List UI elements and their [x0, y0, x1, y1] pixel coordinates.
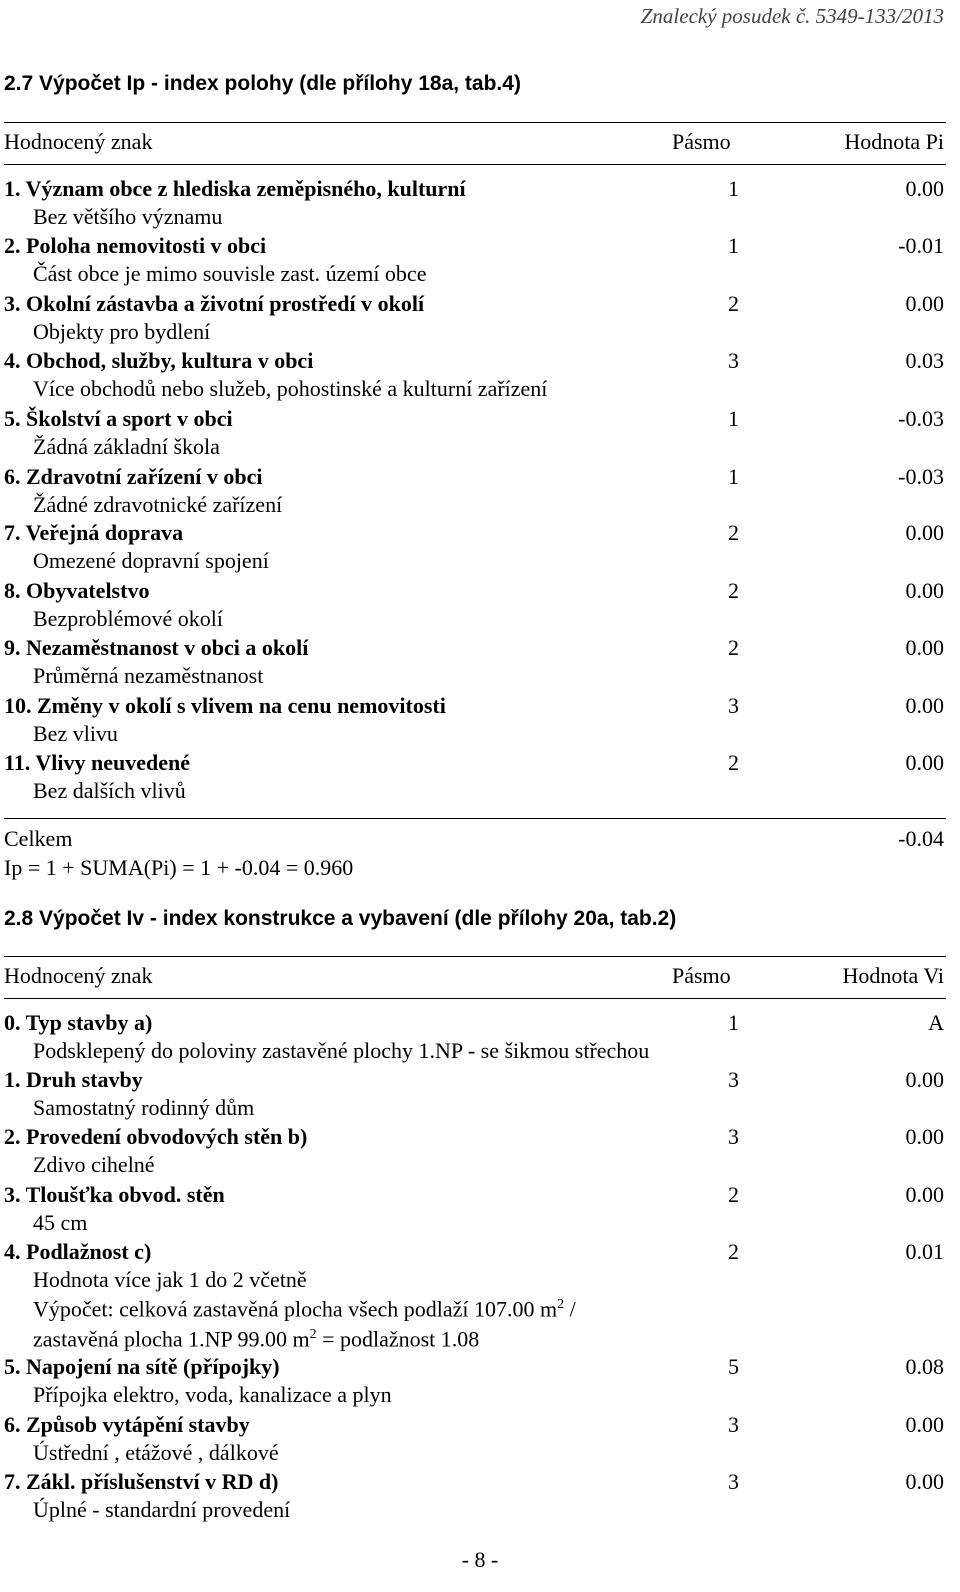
criterion-number: 6. [4, 464, 21, 489]
criterion-heading [4, 350, 313, 372]
section-title-iv: 2.8 Výpočet Iv - index konstrukce a vybavení (dle přílohy 20a, tab.2) [4, 907, 677, 930]
page-number: - 8 - [461, 1547, 499, 1572]
criterion-value: 0.00 [905, 1124, 944, 1149]
criterion-description: Bez většího významu [33, 204, 223, 229]
criterion-pasmo: 3 [728, 693, 739, 718]
divider [4, 998, 946, 999]
criterion-description: Hodnota více jak 1 do 2 včetně [33, 1267, 307, 1292]
criterion-description: Bez vlivu [33, 721, 118, 746]
criterion-value: 0.00 [905, 578, 944, 603]
criterion-label: Zákl. příslušenství v RD d) [26, 1469, 279, 1494]
criterion-pasmo: 2 [728, 1239, 739, 1264]
criterion-heading [4, 235, 266, 257]
criterion-heading [4, 408, 233, 430]
criterion-number: 7. [4, 520, 21, 545]
criterion-value: 0.00 [905, 1182, 944, 1207]
criterion-description: 45 cm [33, 1210, 88, 1235]
criterion-pasmo: 2 [728, 520, 739, 545]
criterion-value: 0.00 [905, 291, 944, 316]
criterion-description: Bezproblémové okolí [33, 606, 224, 631]
criterion-label: Okolní zástavba a životní prostředí v okolí [26, 291, 425, 316]
divider [4, 956, 946, 957]
criterion-value: 0.08 [905, 1354, 944, 1379]
criterion-number: 5. [4, 1354, 21, 1379]
column-header-znak: Hodnocený znak [4, 963, 153, 988]
calculation-line: zastavěná plocha 1.NP 99.00 $m^2$ = podlažnost 1.08 [33, 1326, 480, 1352]
criterion-number: 2. [4, 233, 21, 258]
criterion-heading [4, 1012, 152, 1034]
column-header-hodnota: Hodnota Vi [842, 963, 944, 988]
criterion-heading [4, 1356, 280, 1378]
divider [4, 164, 946, 165]
criterion-description: Více obchodů nebo služeb, pohostinské a kulturní zařízení [33, 376, 548, 401]
total-value: -0.04 [898, 826, 944, 851]
criterion-description: Samostatný rodinný dům [33, 1095, 255, 1120]
criterion-number: 9. [4, 635, 21, 660]
calculation-line: Výpočet: celková zastavěná plocha všech podlaží 107.00 $m^2$ / [33, 1296, 576, 1322]
criterion-description: Zdivo cihelné [33, 1152, 155, 1177]
criterion-description: Objekty pro bydlení [33, 319, 211, 344]
criterion-value: 0.00 [905, 635, 944, 660]
criterion-label: Napojení na sítě (přípojky) [26, 1354, 280, 1379]
criterion-description: Podsklepený do poloviny zastavěné plochy 1.NP - se šikmou střechou [33, 1038, 650, 1063]
criterion-value: 0.00 [905, 520, 944, 545]
criterion-value: 0.00 [905, 1067, 944, 1092]
criterion-label: Změny v okolí s vlivem na cenu nemovitosti [37, 693, 446, 718]
criterion-heading [4, 293, 424, 315]
criterion-description: Bez dalších vlivů [33, 778, 186, 803]
criterion-description: Žádné zdravotnické zařízení [33, 492, 283, 517]
column-header-znak: Hodnocený znak [4, 129, 153, 154]
criterion-number: 4. [4, 1239, 21, 1264]
criterion-label: Školství a sport v obci [26, 406, 233, 431]
criterion-value: 0.00 [905, 1469, 944, 1494]
criterion-number: 11. [4, 750, 31, 775]
criterion-number: 1. [4, 176, 21, 201]
criterion-pasmo: 3 [728, 1469, 739, 1494]
criterion-pasmo: 2 [728, 635, 739, 660]
criterion-number: 1. [4, 1067, 21, 1092]
column-header-pasmo: Pásmo [672, 963, 731, 988]
criterion-number: 8. [4, 578, 21, 603]
criterion-pasmo: 5 [728, 1354, 739, 1379]
criterion-pasmo: 1 [728, 406, 739, 431]
column-header-hodnota: Hodnota Pi [844, 129, 944, 154]
criterion-label: Obyvatelstvo [26, 578, 150, 603]
criterion-pasmo: 2 [728, 291, 739, 316]
criterion-pasmo: 1 [728, 464, 739, 489]
criterion-label: Typ stavby a) [25, 1010, 153, 1035]
section-title-ip: 2.7 Výpočet Ip - index polohy (dle přílohy 18a, tab.4) [4, 72, 521, 95]
divider [4, 818, 946, 819]
criterion-label: Provedení obvodových stěn b) [26, 1124, 308, 1149]
ip-formula: Ip = 1 + SUMA(Pi) = 1 + -0.04 = 0.960 [4, 855, 354, 880]
criterion-heading [4, 580, 149, 602]
criterion-heading [4, 695, 446, 717]
criterion-pasmo: 1 [728, 1010, 739, 1035]
criterion-value: -0.03 [898, 406, 944, 431]
criterion-value: -0.03 [898, 464, 944, 489]
criterion-number: 10. [4, 693, 32, 718]
criterion-label: Druh stavby [26, 1067, 143, 1092]
criterion-description: Úplné - standardní provedení [33, 1497, 291, 1522]
criterion-number: 4. [4, 348, 21, 373]
criterion-pasmo: 1 [728, 233, 739, 258]
criterion-heading [4, 1471, 278, 1493]
criterion-label: Obchod, služby, kultura v obci [26, 348, 314, 373]
criterion-value: 0.00 [905, 176, 944, 201]
criterion-label: Vlivy neuvedené [35, 750, 191, 775]
criterion-description: Přípojka elektro, voda, kanalizace a plyn [33, 1382, 392, 1407]
criterion-heading [4, 522, 183, 544]
criterion-number: 3. [4, 1182, 21, 1207]
criterion-label: Poloha nemovitosti v obci [26, 233, 267, 258]
criterion-value: 0.00 [905, 693, 944, 718]
criterion-pasmo: 3 [728, 348, 739, 373]
criterion-pasmo: 3 [728, 1124, 739, 1149]
criterion-label: Nezaměstnanost v obci a okolí [26, 635, 309, 660]
criterion-heading [4, 1069, 143, 1091]
criterion-heading [4, 1126, 307, 1148]
criterion-number: 5. [4, 406, 21, 431]
criterion-description: Žádná základní škola [33, 434, 220, 459]
criterion-pasmo: 1 [728, 176, 739, 201]
criterion-label: Podlažnost c) [26, 1239, 152, 1264]
criterion-description: Ústřední , etážové , dálkové [33, 1440, 279, 1465]
criterion-value: 0.01 [905, 1239, 944, 1264]
criterion-value: 0.03 [905, 348, 944, 373]
criterion-label: Způsob vytápění stavby [26, 1412, 250, 1437]
criterion-description: Část obce je mimo souvisle zast. území obce [33, 261, 427, 286]
criterion-label: Veřejná doprava [25, 520, 184, 545]
criterion-description: Průměrná nezaměstnanost [33, 663, 264, 688]
criterion-label: Zdravotní zařízení v obci [26, 464, 263, 489]
criterion-label: Tloušťka obvod. stěn [25, 1182, 225, 1207]
criterion-number: 3. [4, 291, 21, 316]
criterion-value: 0.00 [905, 1412, 944, 1437]
criterion-value: 0.00 [905, 750, 944, 775]
criterion-heading [4, 637, 308, 659]
document-header: Znalecký posudek č. 5349-133/2013 [640, 4, 944, 28]
criterion-number: 0. [4, 1010, 21, 1035]
column-header-pasmo: Pásmo [672, 129, 731, 154]
divider [4, 122, 946, 123]
criterion-pasmo: 2 [728, 750, 739, 775]
criterion-heading [4, 752, 190, 774]
criterion-heading [4, 1414, 250, 1436]
criterion-number: 2. [4, 1124, 21, 1149]
criterion-description: Omezené dopravní spojení [33, 548, 269, 573]
criterion-heading [4, 466, 262, 488]
criterion-value: -0.01 [898, 233, 944, 258]
criterion-value: A [928, 1010, 944, 1035]
total-label: Celkem [4, 826, 73, 851]
criterion-heading [4, 178, 466, 200]
criterion-heading [4, 1184, 225, 1206]
criterion-number: 6. [4, 1412, 21, 1437]
criterion-pasmo: 3 [728, 1412, 739, 1437]
criterion-label: Význam obce z hlediska zeměpisného, kulturní [25, 176, 466, 201]
criterion-pasmo: 2 [728, 1182, 739, 1207]
criterion-number: 7. [4, 1469, 21, 1494]
criterion-heading [4, 1241, 151, 1263]
criterion-pasmo: 3 [728, 1067, 739, 1092]
criterion-pasmo: 2 [728, 578, 739, 603]
